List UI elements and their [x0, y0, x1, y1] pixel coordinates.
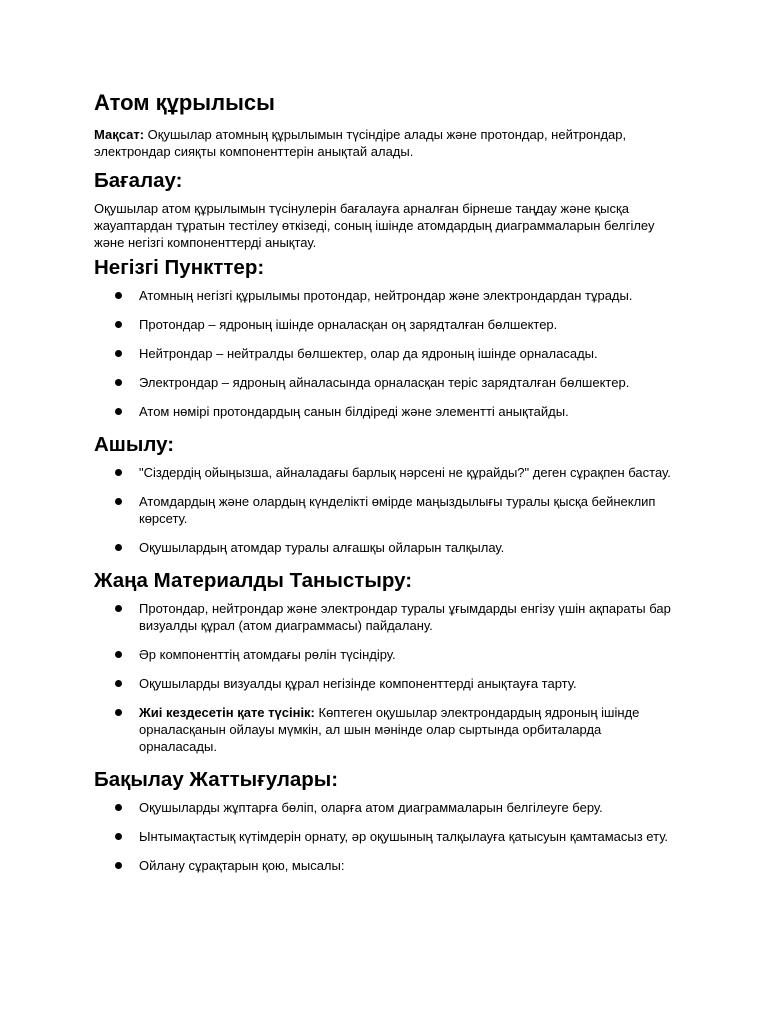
- misconception-item: [94, 704, 680, 755]
- document-title: Атом құрылысы: [94, 90, 275, 115]
- list-item: Атом нөмірі протондардың санын білдіреді және элементті анықтайды.: [94, 403, 680, 420]
- new-material-heading: Жаңа Материалды Таныстыру:: [94, 569, 413, 592]
- objective-text: Оқушылар атомның құрылымын түсіндіре алады және протондар, нейтрондар, электрондар сияқты компоненттерін анықтай алады.: [94, 127, 627, 159]
- new-material-list: [94, 600, 680, 755]
- assessment-heading: Бағалау:: [94, 169, 183, 192]
- list-item: "Сіздердің ойыңызша, айналадағы барлық нәрсені не құрайды?" деген сұрақпен бастау.: [94, 464, 680, 481]
- list-item: Протондар, нейтрондар және электрондар туралы ұғымдарды енгізу үшін ақпараты бар визуалды құрал (атом диаграммасы) пайдалану.: [94, 600, 680, 634]
- misconception-label: Жиі кездесетін қате түсінік:: [139, 705, 315, 720]
- assessment-text: Оқушылар атом құрылымын түсінулерін бағалауға арналған бірнеше таңдау және қысқа жауаптардан тұратын тестілеу өткізеді, соның ішінде атомдардың диаграммаларын белгілеу және негізгі компоненттерді анықтау.: [94, 201, 655, 250]
- list-item: Атомның негізгі құрылымы протондар, нейтрондар және электрондардан тұрады.: [94, 287, 680, 304]
- guided-practice-heading: Бақылау Жаттығулары:: [94, 768, 339, 791]
- list-item: Ойлану сұрақтарын қою, мысалы:: [94, 857, 680, 874]
- document-page: [94, 88, 680, 886]
- list-item: Оқушылардың атомдар туралы алғашқы ойларын талқылау.: [94, 539, 680, 556]
- list-item: Әр компоненттің атомдағы рөлін түсіндіру.: [94, 646, 680, 663]
- objective-paragraph: [94, 126, 680, 160]
- objective-label: Мақсат:: [94, 127, 145, 142]
- misconception-text: Көптеген оқушылар электрондардың ядроның ішінде орналасқанын ойлауы мүмкін, ал шын мәнінде олар сыртында орбиталарда орналасады.: [139, 705, 640, 754]
- list-item: Нейтрондар – нейтралды бөлшектер, олар да ядроның ішінде орналасады.: [94, 345, 680, 362]
- list-item: Оқушыларды жұптарға бөліп, оларға атом диаграммаларын белгілеуге беру.: [94, 799, 680, 816]
- list-item: Ынтымақтастық күтімдерін орнату, әр оқушының талқылауға қатысуын қамтамасыз ету.: [94, 828, 680, 845]
- list-item: Оқушыларды визуалды құрал негізінде компоненттерді анықтауға тарту.: [94, 675, 680, 692]
- list-item: Электрондар – ядроның айналасында орналасқан теріс зарядталған бөлшектер.: [94, 374, 680, 391]
- opening-heading: Ашылу:: [94, 433, 175, 456]
- opening-list: [94, 464, 680, 556]
- list-item: Протондар – ядроның ішінде орналасқан оң зарядталған бөлшектер.: [94, 316, 680, 333]
- key-points-heading: Негізгі Пункттер:: [94, 256, 265, 279]
- key-points-list: [94, 287, 680, 420]
- list-item: Атомдардың және олардың күнделікті өмірде маңыздылығы туралы қысқа бейнеклип көрсету.: [94, 493, 680, 527]
- guided-practice-list: [94, 799, 680, 874]
